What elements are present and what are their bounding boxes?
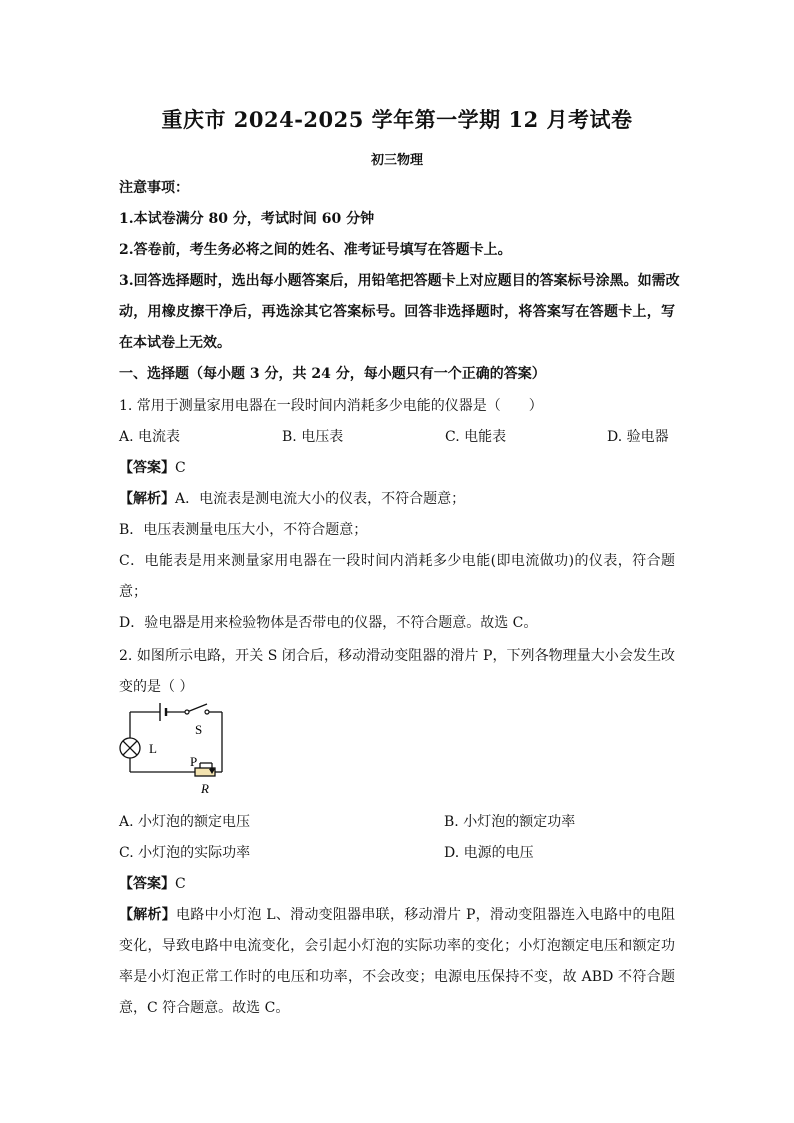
analysis-text: 意； <box>119 584 147 600</box>
page-subtitle: 初三物理 <box>370 153 423 168</box>
analysis-label: 【解析】 <box>119 907 177 923</box>
analysis-text: 率是小灯泡正常工作时的电压和功率，不会改变；电源电压保持不变，故 ABD 不符合题 <box>119 969 675 985</box>
option-c: C. 小灯泡的实际功率 <box>119 845 251 861</box>
question-stem: 2. 如图所示电路，开关 S 闭合后，移动滑动变阻器的滑片 P，下列各物理量大小会发生改 <box>119 648 675 664</box>
analysis-line <box>119 904 675 924</box>
circuit-diagram <box>115 700 230 798</box>
option-d: D. 验电器 <box>607 429 669 445</box>
analysis-text: D．验电器是用来检验物体是否带电的仪器，不符合题意。故选 C。 <box>119 615 538 631</box>
analysis-line <box>119 488 465 508</box>
slider-label: P <box>190 754 198 769</box>
notice-item: 3.回答选择题时，选出每小题答案后，用铅笔把答题卡上对应题目的答案标号涂黑。如需改 <box>119 273 680 289</box>
analysis-text: B．电压表测量电压大小，不符合题意； <box>119 522 368 538</box>
notice-item: 动，用橡皮擦干净后，再选涂其它答案标号。回答非选择题时，将答案写在答题卡上，写 <box>119 304 675 320</box>
switch-label: S <box>195 722 203 737</box>
section-heading: 一、选择题（每小题 3 分，共 24 分，每小题只有一个正确的答案） <box>119 366 546 382</box>
option-c: C. 电能表 <box>445 429 507 445</box>
page-title: 重庆市 2024-2025 学年第一学期 12 月考试卷 <box>161 107 633 132</box>
switch-contact <box>205 710 209 714</box>
analysis-text: A．电流表是测电流大小的仪表，不符合题意； <box>175 491 466 507</box>
analysis-text: 意，C 符合题意。故选 C。 <box>119 1000 290 1016</box>
question-stem: 变的是（ ） <box>119 679 194 695</box>
switch-contact <box>185 710 189 714</box>
answer-line <box>119 457 186 477</box>
answer-value: C <box>175 876 186 892</box>
analysis-text: C．电能表是用来测量家用电器在一段时间内消耗多少电能(即电流做功)的仪表，符合题 <box>119 553 675 569</box>
answer-line <box>119 873 186 893</box>
option-a: A. 小灯泡的额定电压 <box>119 814 251 830</box>
notice-item: 2.答卷前，考生务必将之间的姓名、准考证号填写在答题卡上。 <box>119 242 512 258</box>
analysis-label: 【解析】 <box>119 491 175 507</box>
notice-item: 1.本试卷满分 80 分，考试时间 60 分钟 <box>119 211 375 227</box>
switch-blade <box>187 704 207 712</box>
lamp-label: L <box>149 741 157 756</box>
resistor-label: R <box>201 781 209 796</box>
answer-label: 【答案】 <box>119 876 175 892</box>
answer-label: 【答案】 <box>119 460 175 476</box>
answer-value: C <box>175 460 186 476</box>
analysis-text: 变化，导致电路中电流变化，会引起小灯泡的实际功率的变化；小灯泡额定电压和额定功 <box>119 938 675 954</box>
question-stem: 1. 常用于测量家用电器在一段时间内消耗多少电能的仪器是（ ） <box>119 398 543 414</box>
option-d: D. 电源的电压 <box>444 845 534 861</box>
analysis-text: 电路中小灯泡 L、滑动变阻器串联，移动滑片 P，滑动变阻器连入电路中的电阻 <box>176 907 675 923</box>
notice-heading: 注意事项： <box>119 180 189 196</box>
option-b: B. 小灯泡的额定功率 <box>444 814 576 830</box>
notice-item: 在本试卷上无效。 <box>119 335 231 351</box>
option-a: A. 电流表 <box>119 429 181 445</box>
option-b: B. 电压表 <box>282 429 344 445</box>
